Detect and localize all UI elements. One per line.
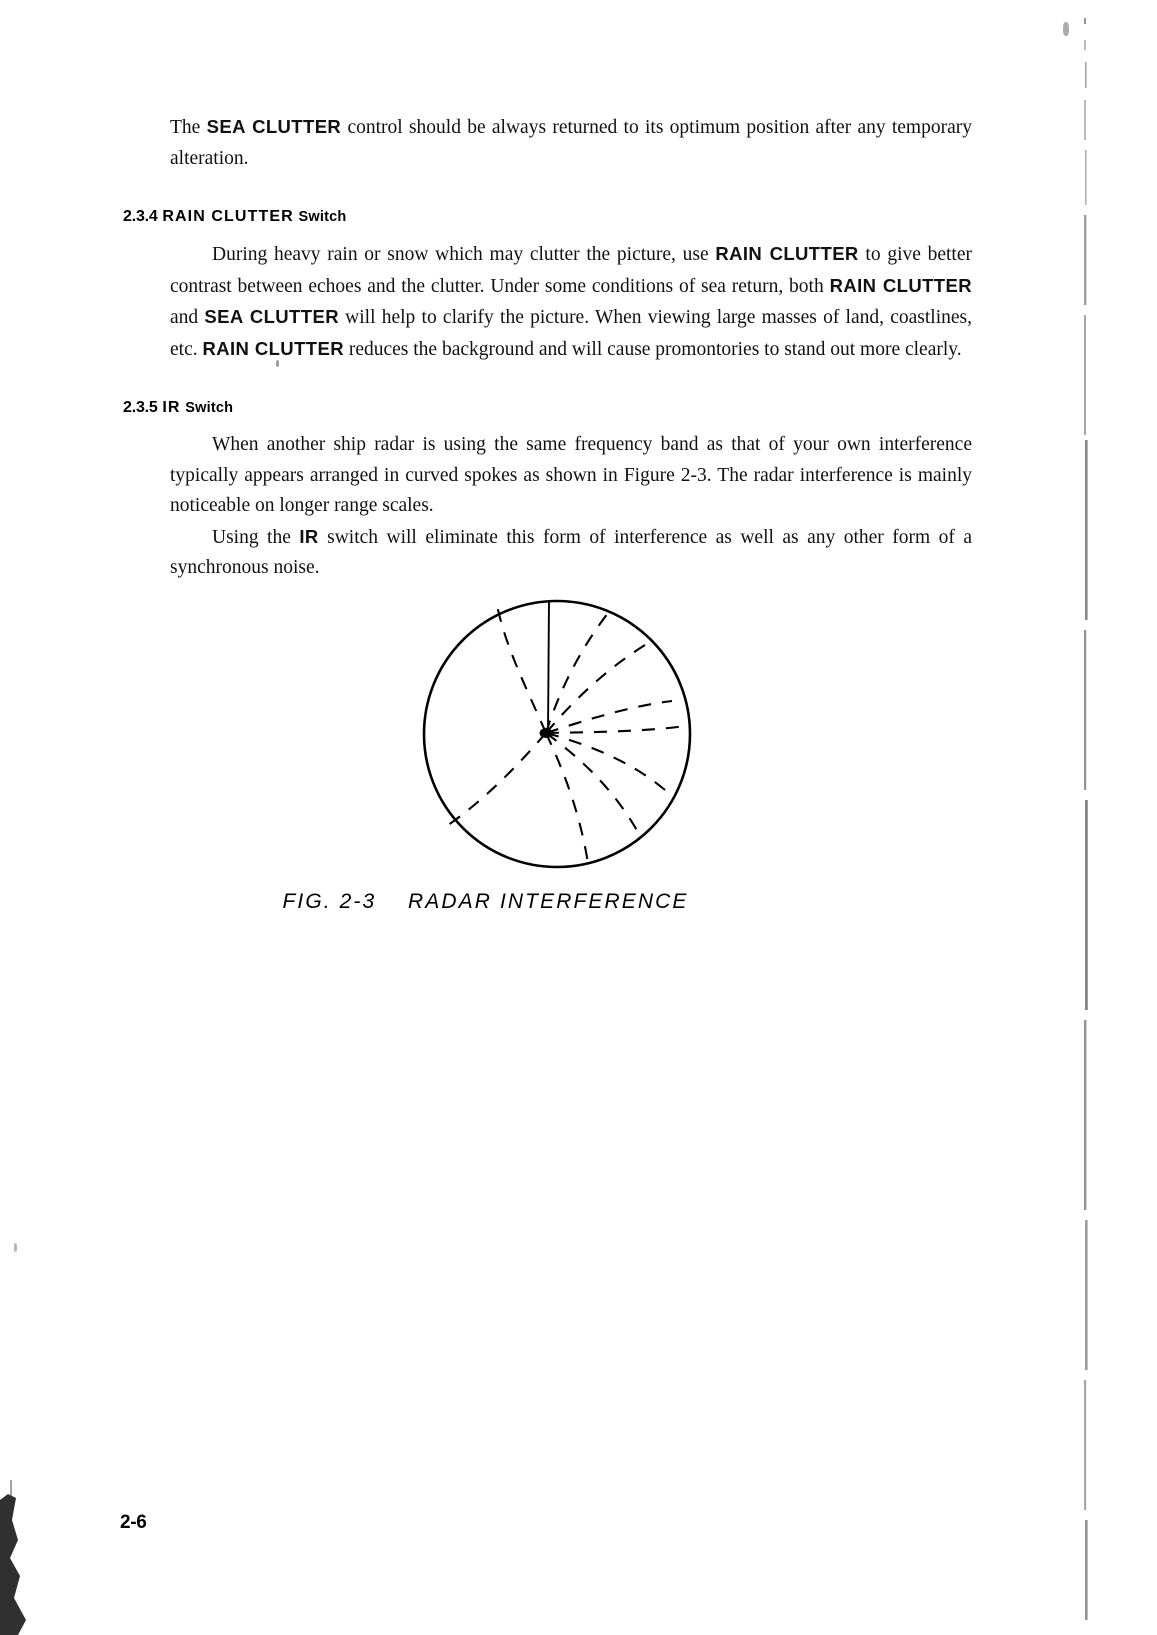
paragraph-text: When another ship radar is using the same frequency band as that of your own interference typically appears arranged in curved spokes as shown in Figure 2-3. The radar interference is mainly noticeable on longer range scales. [170, 434, 972, 516]
section-heading-235 [123, 399, 972, 417]
emphasised-term: SEA CLUTTER [204, 306, 339, 327]
intro-paragraph [170, 112, 972, 174]
intro-pre: The [170, 117, 207, 138]
emphasised-term: RAIN CLUTTER [202, 337, 344, 359]
emphasised-term: RAIN CLUTTER [715, 243, 859, 264]
text-column [123, 112, 973, 584]
term-sea-clutter: SEA CLUTTER [206, 116, 342, 137]
interference-spoke [546, 733, 674, 798]
paragraph-text: and [170, 307, 205, 328]
spacer [170, 226, 972, 239]
emphasised-term: RAIN CLUTTER [829, 274, 973, 296]
figure-block [0, 560, 1157, 914]
section-title-main: RAIN CLUTTER [162, 208, 294, 225]
section-number: 2.3.4 [123, 208, 158, 225]
radar-interference-diagram [0, 560, 1157, 890]
section-title-tail: Switch [298, 209, 347, 225]
spacer [170, 417, 972, 430]
spacer [170, 174, 972, 208]
spacer [170, 365, 972, 399]
section-title-tail: Switch [185, 400, 234, 416]
paragraph-text: switch will eliminate this form of interference as well as any other form of a synchronous noise. [170, 526, 972, 578]
emphasised-term: IR [299, 525, 319, 547]
interference-spokes [444, 605, 686, 863]
section-234-paragraph [170, 239, 972, 365]
section-heading-234 [123, 208, 972, 226]
interference-spoke [546, 701, 672, 733]
paragraph-text: to give better contrast between echoes and the clutter. Under some conditions of sea return, both [170, 244, 973, 297]
interference-spoke [546, 608, 612, 733]
section-number: 2.3.5 [123, 399, 158, 416]
page-number: 2-6 [120, 1512, 147, 1533]
scan-blotch-artifact [0, 1480, 42, 1635]
paragraph-text: reduces the background and will cause promontories to stand out more clearly. [343, 338, 962, 360]
figure-caption: FIG. 2-3 RADAR INTERFERENCE [282, 890, 689, 913]
scan-speck [1063, 22, 1069, 36]
interference-spoke [546, 645, 645, 733]
intro-post: control should be always returned to its optimum position after any temporary alteration. [170, 117, 972, 169]
paragraph-text: will help to clarify the picture. When viewing large masses of land, coastlines, etc. [170, 307, 973, 360]
interference-spoke [497, 605, 546, 733]
interference-spoke [546, 733, 588, 863]
scan-speck [14, 1243, 17, 1252]
section-title-main: IR [162, 399, 181, 416]
heading-line [548, 601, 549, 733]
paragraph-text: During heavy rain or snow which may clutter the picture, use [212, 244, 716, 265]
radar-scope-circle [424, 601, 690, 867]
interference-spoke [546, 726, 686, 733]
interference-spoke [444, 733, 546, 828]
section-235-paragraph-1 [170, 430, 972, 522]
paragraph-text: Using the [212, 526, 300, 548]
sweep-origin-marker [540, 728, 553, 738]
radar-ppi-svg [0, 560, 1157, 890]
